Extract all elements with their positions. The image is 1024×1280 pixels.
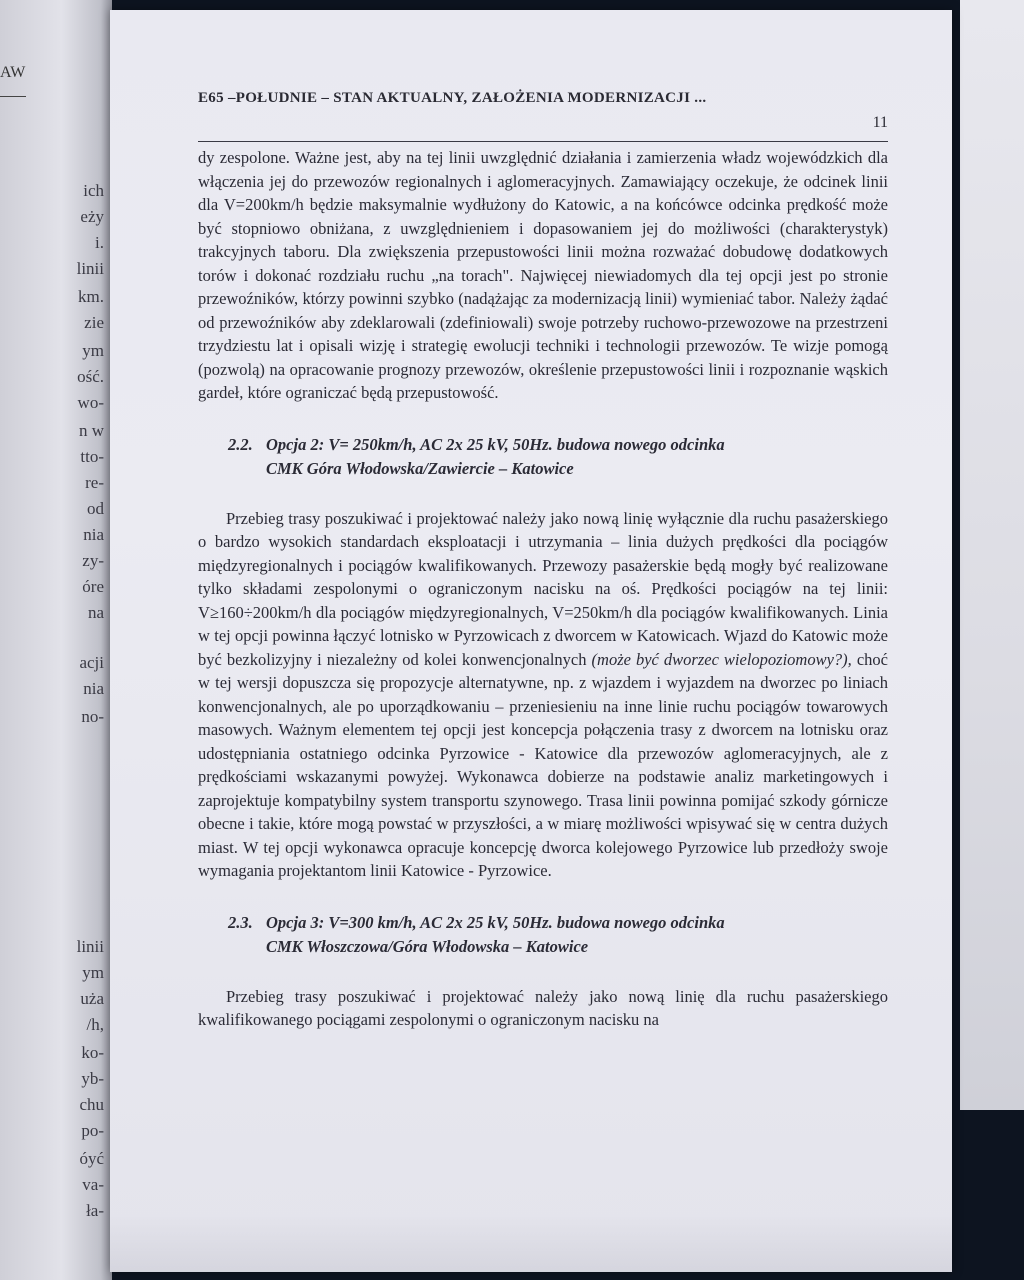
left-page-word-fragment: n w — [78, 421, 104, 440]
left-page-word-fragment: óre — [82, 577, 104, 596]
left-page-word-fragment: óyć — [79, 1149, 104, 1168]
left-page-word-fragment: wo- — [77, 393, 104, 412]
left-page-word-fragment: ym — [82, 963, 104, 982]
left-page-word-fragment: ym — [82, 341, 104, 360]
paragraph-option-2 — [198, 507, 888, 883]
left-page-word-fragment: va- — [82, 1175, 104, 1194]
left-page-word-fragment: acji — [79, 653, 104, 672]
left-page-word-fragment: /h, — [86, 1015, 104, 1034]
paragraph-continued: dy zespolone. Ważne jest, aby na tej linii uwzględnić działania i zamierzenia władz wojewódzkich dla włączenia jej do przewozów regionalnych i aglomeracyjnych. Zamawiający oczekuje, że odcinek linii dla V=200km/h będzie maksymalnie wydłużony do Katowic, a na końcówce odcinka prędkość może być stopniowo obniżana, z uwzględnieniem i dopasowaniem jej do możliwości (charakterystyk) trakcyjnych taboru. Dla zwiększenia przepustowości linii można rozważać dobudowę dodatkowych torów i dokonać rozdziału ruchu „na torach". Najwięcej niewiadomych dla tej opcji jest po stronie przewoźników, którzy powinni szybko (nadążając za modernizacją linii) wymieniać tabor. Należy żądać od przewoźników aby zdeklarowali (zdefiniowali) swoje potrzeby ruchowo-przewozowe na przestrzeni trzydziestu lat i opisali wizję i strategię ewolucji techniki i technologii przewozów. Te wizje pomogą (pozwolą) na opracowanie prognozy przewozów, określenie przepustowości linii i rozpoznanie wąskich gardeł, które ograniczać będą przepustowość. — [198, 148, 888, 402]
paragraph-option-3: Przebieg trasy poszukiwać i projektować należy jako nową linię dla ruchu pasażerskiego kwalifikowanego pociągami zespolonymi o ograniczonym nacisku na — [198, 986, 888, 1029]
section-heading-2-2 — [228, 433, 888, 481]
left-page-word-fragment: na — [87, 603, 104, 622]
page-body — [198, 146, 888, 1032]
section-heading-2-3 — [228, 911, 888, 959]
left-page-word-fragment: eży — [80, 207, 104, 226]
left-page-word-fragment: ko- — [81, 1043, 104, 1062]
running-head: E65 –POŁUDNIE – STAN AKTUALNY, ZAŁOŻENIA MODERNIZACJI ... — [198, 90, 707, 106]
left-page-word-fragment: no- — [81, 707, 104, 726]
left-page-word-fragment: tto- — [80, 447, 104, 466]
paragraph-text: Przebieg trasy poszukiwać i projektować należy jako nową linię wyłącznie dla ruchu pasażerskiego o bardzo wysokich standardach eksploatacji i utrzymania – linia dużych prędkości dla pociągów międzyregionalnych i pociągów kwalifikowanych. Przewozy pasażerskie będą mogły być realizowane tylko składami zespolonymi o ograniczonym nacisku na oś. Prędkości pociągów na tej linii: V≥160÷200km/h dla pociągów międzyregionalnych, V=250km/h dla pociągów kwalifikowanych. Linia w tej opcji powinna łączyć lotnisko w Pyrzowicach z dworcem w Katowicach. Wjazd do Katowic może być bezkolizyjny i niezależny od kolei konwencjonalnych — [198, 508, 888, 669]
section-title-line2: CMK Góra Włodowska/Zawiercie – Katowice — [266, 458, 574, 478]
background-surface — [960, 0, 1024, 1110]
left-page-word-fragment: zie — [84, 313, 104, 332]
left-page-word-fragment: ła- — [86, 1201, 104, 1220]
paragraph-italic-remark: (może być dworzec wielopoziomowy?), — [591, 649, 852, 669]
left-page-header-fragment: AW — [0, 64, 26, 81]
section-title-line1: Opcja 3: V=300 km/h, AC 2x 25 kV, 50Hz. budowa nowego odcinka — [266, 912, 725, 932]
left-page-edge — [0, 0, 112, 1280]
section-number: 2.2. — [228, 434, 253, 454]
left-page-word-fragment: re- — [85, 473, 104, 492]
left-page-word-fragment: nia — [83, 679, 104, 698]
left-page-word-fragment: nia — [83, 525, 104, 544]
page-shading — [110, 1212, 952, 1272]
left-page-header-rule — [0, 96, 26, 97]
left-page-word-fragment: linii — [76, 259, 104, 278]
left-page-word-fragment: po- — [81, 1121, 104, 1140]
section-number: 2.3. — [228, 912, 253, 932]
section-title-line2: CMK Włoszczowa/Góra Włodowska – Katowice — [266, 936, 589, 956]
left-page-word-fragment: i. — [95, 233, 104, 252]
left-page-word-fragment: od — [87, 499, 104, 518]
header-rule — [198, 141, 888, 142]
left-page-word-fragment: linii — [76, 937, 104, 956]
paragraph-text: choć w tej wersji dopuszcza się propozycje alternatywne, np. z wjazdem i wyjazdem na dworzec po liniach konwencjonalnych, ale po uporządkowaniu – przeniesieniu na inne linie ruchu pociągów towarowych masowych. Ważnym elementem tej opcji jest koncepcja połączenia trasy z dworcem na lotnisku oraz udostępniania ostatniego odcinka Pyrzowice - Katowice dla przewozów aglomeracyjnych, ale z prędkościami wskazanymi powyżej. Wykonawca dobierze na podstawie analiz marketingowych i zaprojektuje kompatybilny system transportu szynowego. Trasa linii powinna pomijać szkody górnicze obecne i takie, które mogą powstać w przyszłości, a w miarę możliwości wpisywać się w centra dużych miast. W tej opcji wykonawca opracuje koncepcję dworca kolejowego Pyrzowice lub przedłoży swoje wymagania projektantom linii Katowice - Pyrzowice. — [198, 649, 888, 880]
left-page-word-fragment: km. — [78, 287, 104, 306]
left-page-word-fragment: zy- — [82, 551, 104, 570]
left-page-word-fragment: ość. — [77, 367, 104, 386]
book-page — [110, 10, 952, 1272]
left-page-word-fragment: uża — [80, 989, 104, 1008]
section-title-line1: Opcja 2: V= 250km/h, AC 2x 25 kV, 50Hz. budowa nowego odcinka — [266, 434, 725, 454]
left-page-word-fragment: ich — [83, 181, 104, 200]
left-page-word-fragment: chu — [79, 1095, 104, 1114]
page-number: 11 — [872, 114, 888, 131]
left-page-word-fragment: yb- — [81, 1069, 104, 1088]
